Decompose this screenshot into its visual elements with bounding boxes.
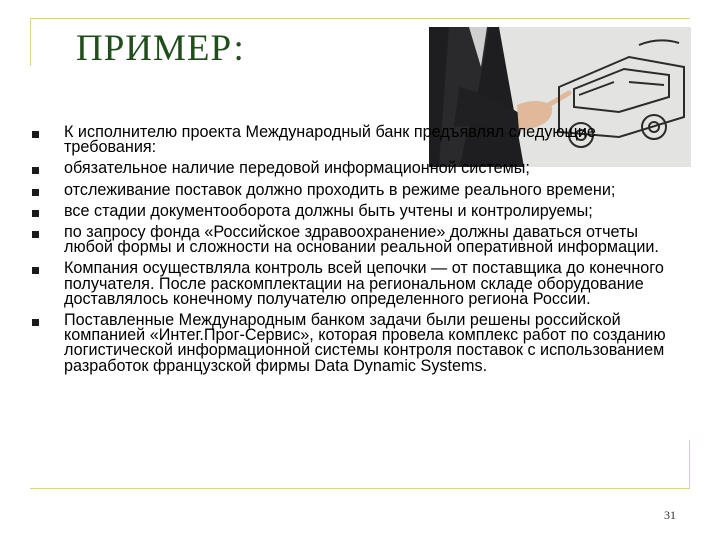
bullet-square-icon (32, 131, 39, 138)
list-item (28, 225, 688, 255)
bullet-square-icon (32, 231, 39, 238)
frame-right-line (689, 440, 690, 488)
bullet-text: К исполнителю проекта Международный банк предъявлял следующие требования: (64, 123, 596, 157)
frame-top-line (30, 18, 690, 19)
bullet-text: по запросу фонда «Российское здравоохранение» должны даваться отчеты любой формы и сложности на основании реальной оперативной информации. (64, 223, 659, 257)
bullet-text: обязательное наличие передовой информационной системы; (64, 159, 530, 178)
bullet-square-icon (32, 319, 39, 326)
list-item (28, 261, 688, 307)
list-item (28, 180, 688, 199)
bullet-text: все стадии документооборота должны быть учтены и контролируемы; (64, 201, 593, 220)
frame-left-line (30, 18, 31, 66)
page-number: 31 (664, 508, 676, 522)
bullet-square-icon (32, 210, 39, 217)
bullet-text: отслеживание поставок должно проходить в режиме реального времени; (64, 180, 616, 199)
bullet-square-icon (32, 167, 39, 174)
bullet-text: Поставленные Международным банком задачи были решены российской компанией «Интег.Прог-Сервис», которая провела комплекс работ по созданию логистической информационной системы контроля поставок с использованием разработок французской фирмы Data Dynamic Systems. (64, 311, 666, 375)
list-item (28, 161, 688, 176)
bullet-list (28, 125, 688, 380)
slide-title: ПРИМЕР: (76, 28, 245, 69)
list-item (28, 201, 688, 220)
frame-bottom-line (30, 488, 690, 489)
list-item (28, 313, 688, 374)
bullet-square-icon (32, 189, 39, 196)
bullet-square-icon (32, 267, 39, 274)
bullet-text: Компания осуществляла контроль всей цепочки — от поставщика до конечного получателя. После раскомплектации на региональном складе оборудование доставлялось конечному получателю определенного региона России. (64, 259, 664, 308)
list-item (28, 125, 688, 155)
